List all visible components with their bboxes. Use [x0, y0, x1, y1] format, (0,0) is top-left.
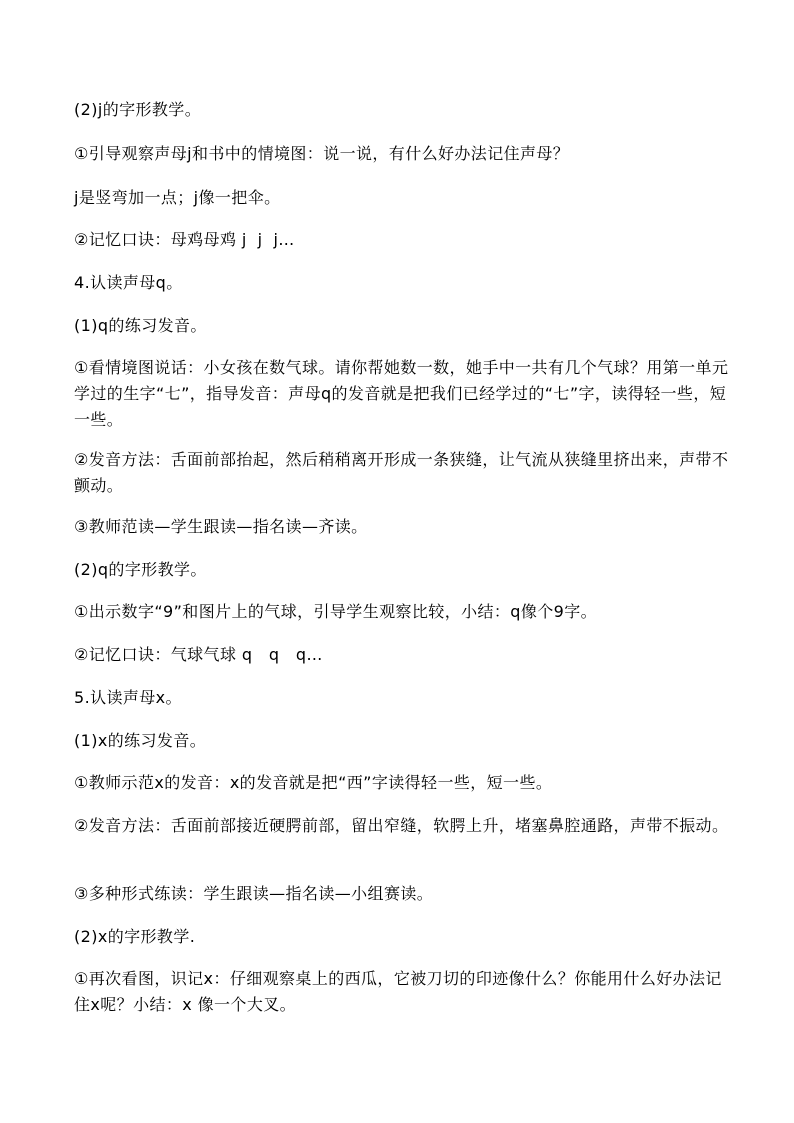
paragraph-q-reading: ③教师范读—学生跟读—指名读—齐读。	[74, 517, 368, 536]
paragraph-j-rhyme: ②记忆口诀：母鸡母鸡 j j j…	[74, 230, 295, 249]
paragraph-x-reading: ③多种形式练读：学生跟读—指名读—小组赛读。	[74, 884, 434, 903]
paragraph-x-shape-heading: (2)x的字形教学.	[74, 927, 196, 946]
paragraph-q-compare: ①出示数字“9”和图片上的气球，引导学生观察比较，小结：q像个9字。	[74, 602, 598, 621]
paragraph-j-description: j是竖弯加一点；j像一把伞。	[74, 188, 281, 207]
paragraph-section-4-heading: 4.认读声母q。	[74, 273, 183, 292]
paragraph-q-rhyme: ②记忆口诀：气球气球 q q q…	[74, 645, 323, 664]
paragraph-x-method: ②发音方法：舌面前部接近硬腭前部，留出窄缝，软腭上升，堵塞鼻腔通路，声带不振动。	[74, 816, 729, 835]
paragraph-j-shape-heading: (2)j的字形教学。	[74, 100, 202, 119]
paragraph-q-pronunciation-heading: (1)q的练习发音。	[74, 316, 207, 335]
paragraph-q-scene: ①看情境图说话：小女孩在数气球。请你帮她数一数，她手中一共有几个气球？用第一单元学过的生字“七”，指导发音：声母q的发音就是把我们已经学过的“七”字，读得轻一些，短一些。	[74, 358, 729, 429]
paragraph-j-observe: ①引导观察声母j和书中的情境图：说一说，有什么好办法记住声母？	[74, 144, 570, 163]
paragraph-section-5-heading: 5.认读声母x。	[74, 688, 182, 707]
paragraph-q-shape-heading: (2)q的字形教学。	[74, 560, 207, 579]
paragraph-x-pronunciation-heading: (1)x的练习发音。	[74, 731, 207, 750]
paragraph-x-observe: ①再次看图，识记x：仔细观察桌上的西瓜，它被刀切的印迹像什么？你能用什么好办法记住x呢？小结：x 像一个大叉。	[74, 969, 722, 1014]
paragraph-q-method: ②发音方法：舌面前部抬起，然后稍稍离开形成一条狭缝，让气流从狭缝里挤出来，声带不颤动。	[74, 450, 729, 495]
paragraph-x-demo: ①教师示范x的发音：x的发音就是把“西”字读得轻一些，短一些。	[74, 773, 553, 792]
